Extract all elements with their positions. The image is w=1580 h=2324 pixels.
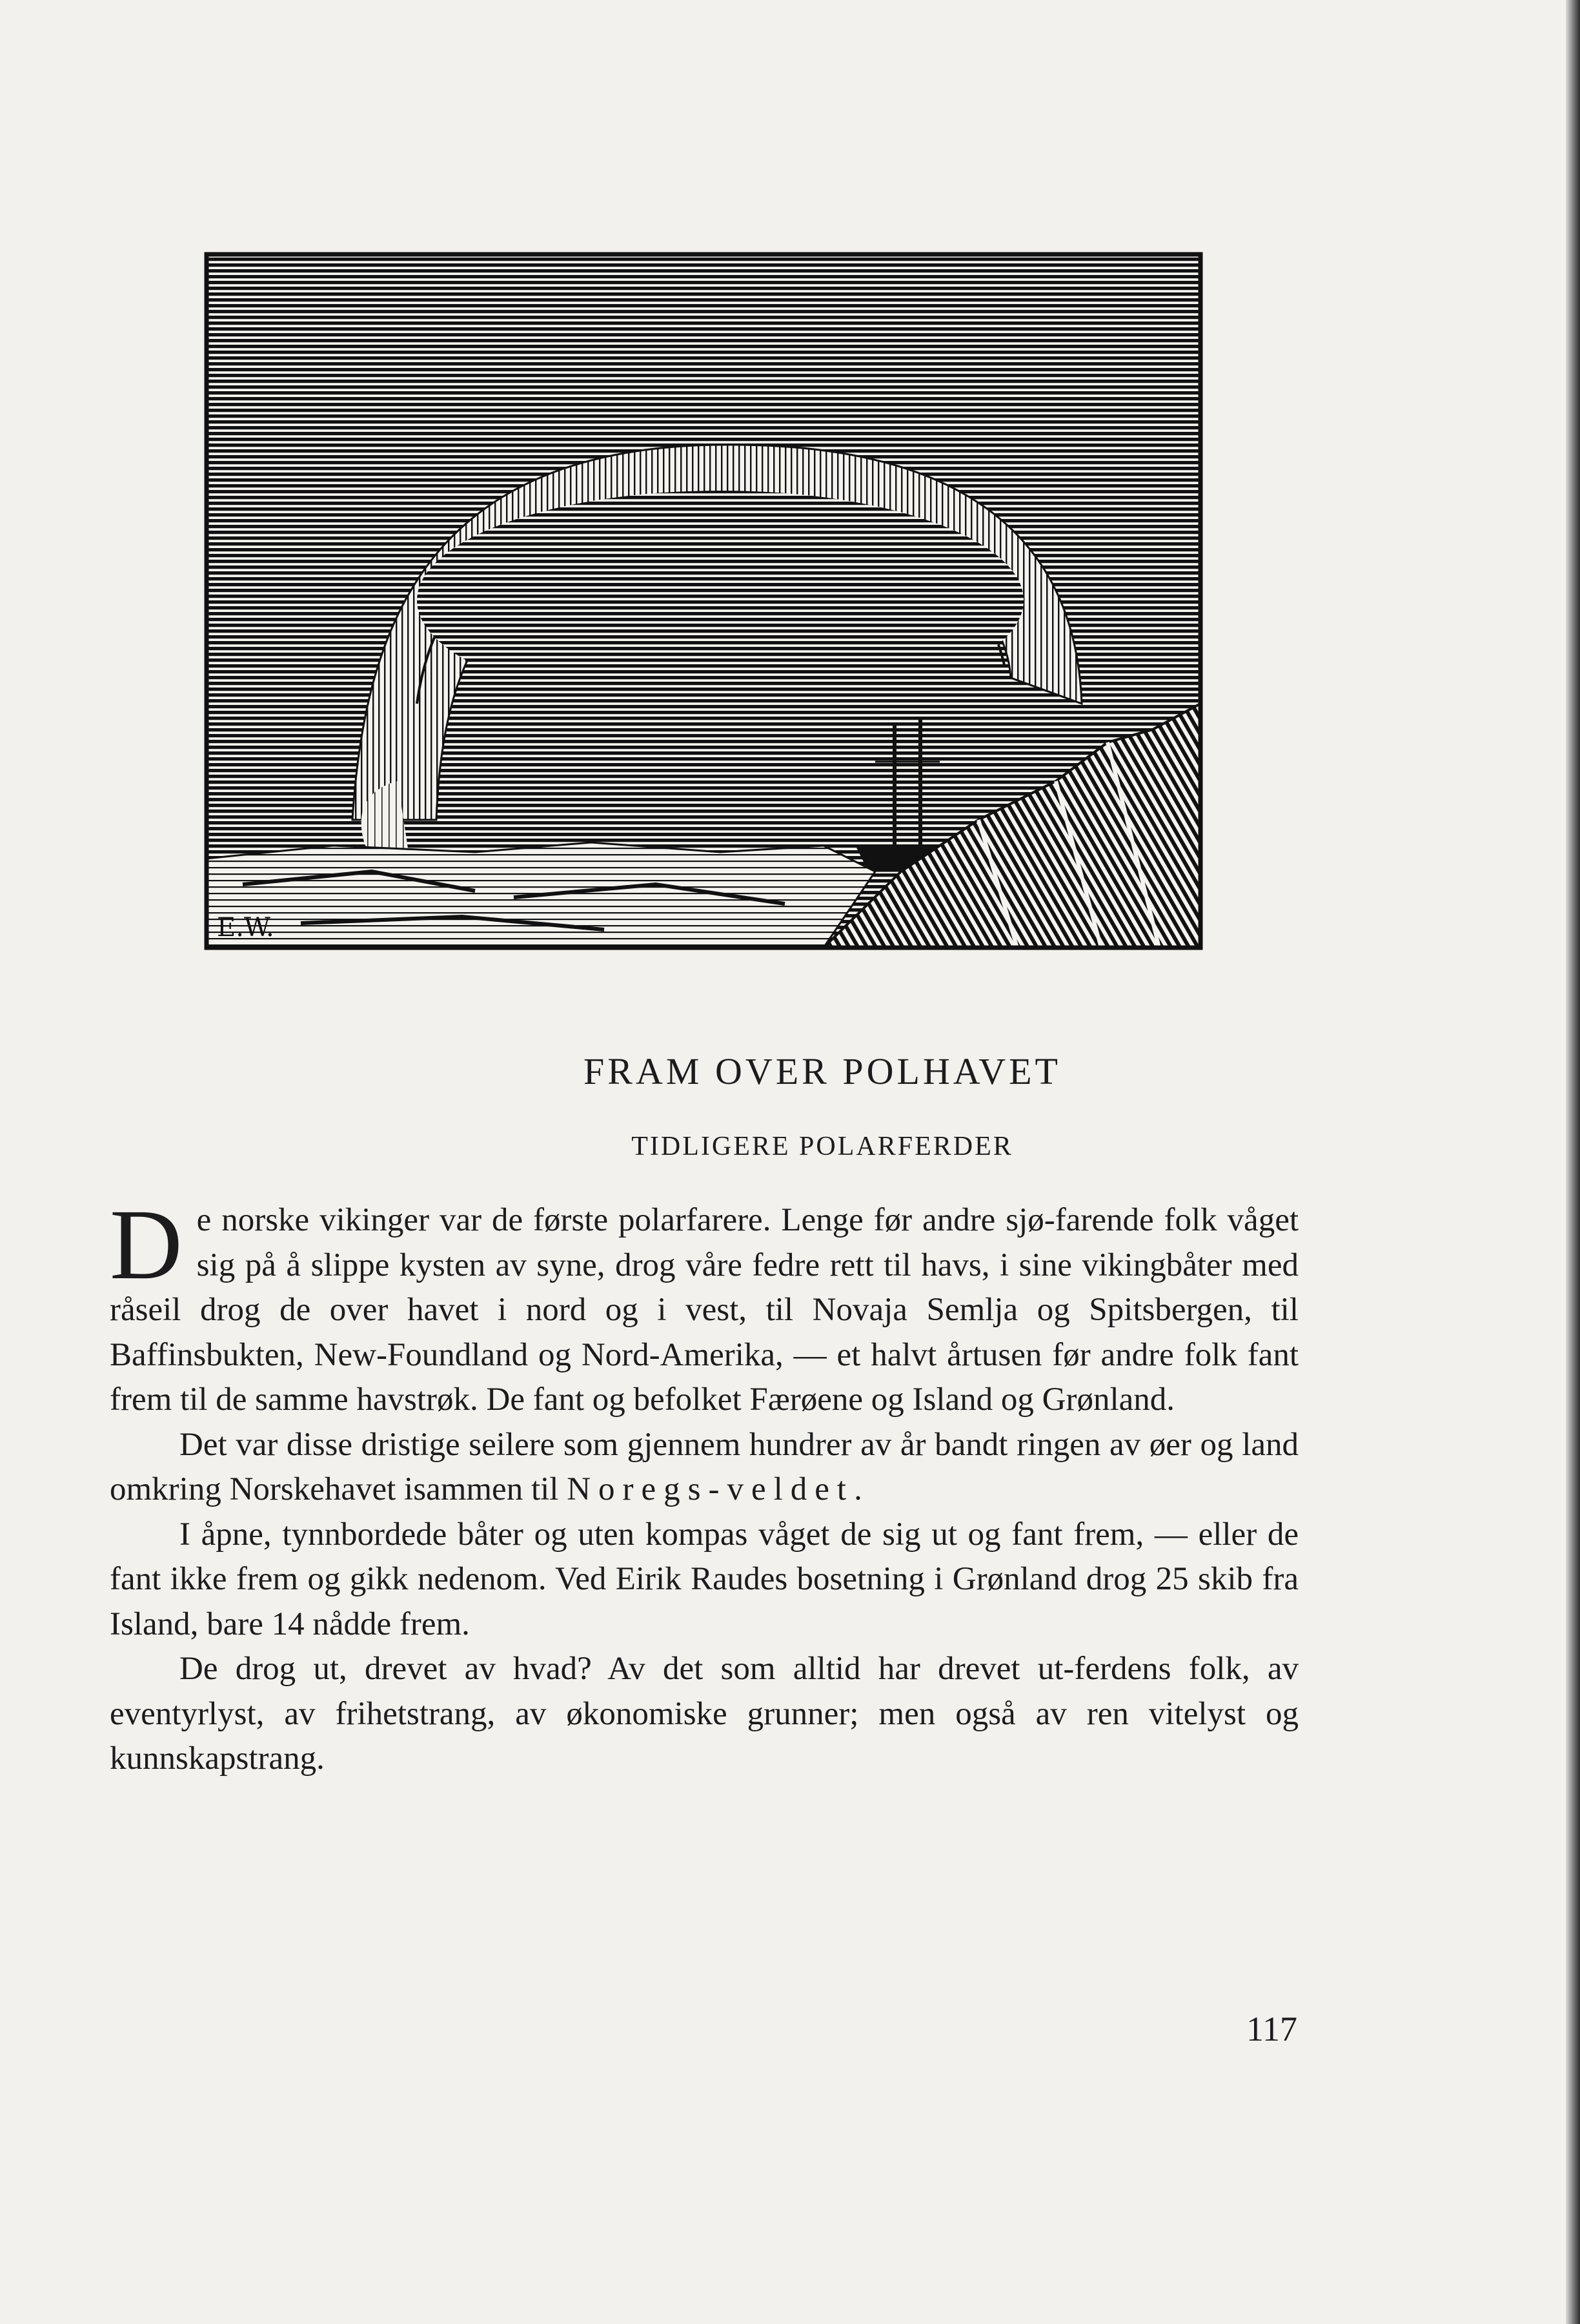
paragraph	[110, 1513, 1299, 1647]
artist-signature: E.W.	[217, 913, 274, 943]
paragraph-text: e norske vikinger var de første polarfarere. Lenge før andre sjø-farende folk våget sig på å slippe kysten av syne, drog våre fedre rett til havs, i sine vikingbåter med råseil drog de over havet i nord og i vest, til Novaja Semlja og Spitsbergen, til Baffinsbukten, New-Foundland og Nord-Amerika, — et halvt årtusen før andre folk fant frem til de samme havstrøk. De fant og befolket Færøene og Island og Grønland.	[110, 1202, 1299, 1418]
inner-sky	[417, 491, 1024, 710]
paragraph	[110, 1188, 1299, 1423]
paragraph-text: De drog ut, drevet av hvad? Av det som alltid har drevet ut-ferdens folk, av eventyrlyst, av frihetstrang, av økonomiske grunner; men også av ren vitelyst og kunnskapstrang.	[110, 1651, 1299, 1777]
drop-cap: D	[110, 1188, 183, 1300]
paragraph-text: I åpne, tynnbordede båter og uten kompas våget de sig ut og fant frem, — eller de fant ikke frem og gikk nedenom. Ved Eirik Raudes bosetning i Grønland drog 25 skib fra Island, bare 14 nådde frem.	[110, 1516, 1299, 1642]
woodcut-svg	[204, 252, 1203, 950]
paragraph	[110, 1647, 1299, 1782]
body-text	[110, 1188, 1299, 1782]
page-number: 117	[1246, 2010, 1297, 2048]
aurora-woodcut-illustration	[204, 252, 1203, 950]
spaced-term: Noregs-veldet	[567, 1471, 855, 1507]
paragraph-text: Det var disse dristige seilere som gjennem hundrer av år bandt ringen av øer og land omkring Norskehavet isammen til	[110, 1426, 1299, 1507]
chapter-title: FRAM OVER POLHAVET	[583, 1050, 1061, 1092]
scan-edge	[1566, 0, 1580, 2324]
chapter-subtitle: TIDLIGERE POLARFERDER	[631, 1132, 1013, 1161]
paragraph-text-end: .	[854, 1471, 862, 1507]
paragraph	[110, 1423, 1299, 1513]
